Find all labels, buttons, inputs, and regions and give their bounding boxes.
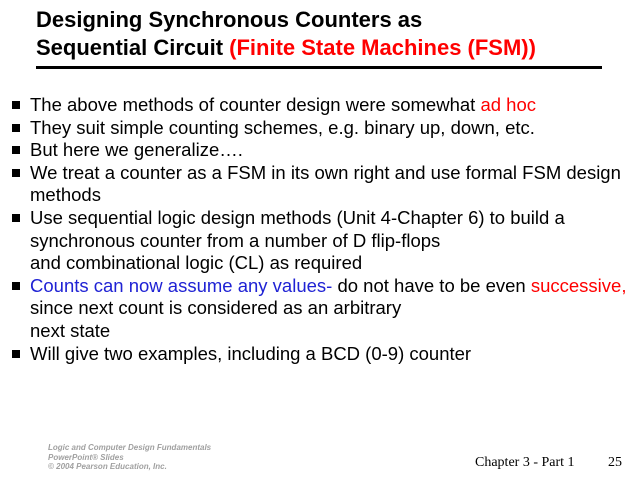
- bullet-text: The above methods of counter design were somewhat: [30, 94, 481, 115]
- bullet-list: [12, 94, 632, 365]
- bullet-square-icon: [12, 214, 20, 222]
- bullet-text: since next count is considered as an arbitrary: [30, 297, 402, 319]
- bullet-text: do not have to be even: [332, 274, 531, 296]
- bullet-text: Will give two examples, including a BCD (0-9) counter: [30, 342, 472, 364]
- bullet-square-icon: [12, 101, 20, 109]
- title-line-2-prefix: Sequential Circuit: [36, 35, 230, 60]
- logo-line-1: Logic and Computer Design Fundamentals: [48, 443, 212, 452]
- bullet-text: Counts can now assume any values-: [30, 274, 333, 296]
- bullet-square-icon: [12, 146, 20, 154]
- bullet-text: ad hoc: [480, 94, 536, 115]
- title-underline: [36, 66, 602, 69]
- bullet-square-icon: [12, 169, 20, 177]
- bullet-item: [12, 162, 632, 207]
- bullet-text: Use sequential logic design methods (Unit 4-Chapter 6) to build a synchronous counter from a number of D flip-flops: [30, 206, 565, 251]
- title-line-2-highlight: (Finite State Machines (FSM)): [229, 35, 536, 60]
- bullet-square-icon: [12, 124, 20, 132]
- bullet-text: We treat a counter as a FSM in its own right and use formal FSM design methods: [30, 161, 621, 206]
- bullet-square-icon: [12, 282, 20, 290]
- bullet-item: [12, 207, 632, 275]
- bullet-item: [12, 343, 632, 366]
- logo-line-3: © 2004 Pearson Education, Inc.: [48, 462, 167, 471]
- publisher-logo: [48, 443, 218, 472]
- bullet-text: and combinational logic (CL) as required: [30, 252, 363, 274]
- bullet-item: [12, 117, 632, 140]
- bullet-text: successive,: [530, 274, 627, 296]
- bullet-item: [12, 139, 632, 162]
- bullet-item: [12, 94, 632, 117]
- footer-chapter-label: Chapter 3 - Part 1: [475, 455, 575, 470]
- title-line-2: [36, 34, 616, 62]
- bullet-text: But here we generalize….: [30, 139, 243, 161]
- title-line-1: Designing Synchronous Counters as: [36, 7, 423, 32]
- slide-title: [36, 6, 616, 62]
- logo-line-2: PowerPoint® Slides: [48, 452, 124, 462]
- bullet-text: They suit simple counting schemes, e.g. binary up, down, etc.: [30, 116, 535, 138]
- bullet-item: [12, 275, 632, 343]
- page-number: 25: [608, 455, 622, 470]
- bullet-square-icon: [12, 350, 20, 358]
- bullet-text: next state: [30, 319, 111, 341]
